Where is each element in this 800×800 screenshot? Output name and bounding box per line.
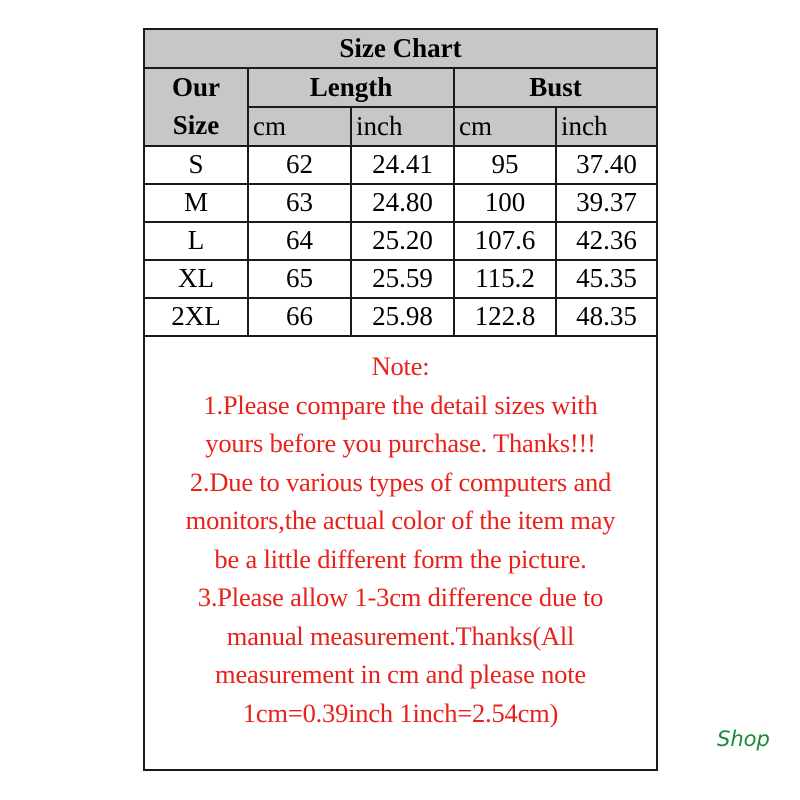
our-size-header	[145, 68, 248, 146]
bust-cm-unit: cm	[454, 107, 556, 146]
bust-cm-cell: 122.8	[454, 298, 556, 336]
length-cm-cell: 62	[248, 146, 351, 184]
table-row	[145, 260, 656, 298]
note-line: 1cm=0.39inch 1inch=2.54cm)	[242, 697, 559, 728]
notes-section	[145, 347, 656, 732]
length-cm-cell: 63	[248, 184, 351, 222]
chart-title: Size Chart	[145, 30, 656, 68]
note-line: monitors,the actual color of the item may	[185, 505, 616, 535]
table-row	[145, 298, 656, 336]
our-size-label-line2: Size	[172, 109, 220, 140]
note-heading: Note:	[371, 351, 430, 381]
length-inch-cell: 24.41	[351, 146, 454, 184]
bust-inch-cell: 39.37	[556, 184, 656, 222]
our-size-label-line1: Our	[171, 72, 220, 102]
bust-cm-cell: 115.2	[454, 260, 556, 298]
bust-cm-cell: 95	[454, 146, 556, 184]
bust-inch-cell: 37.40	[556, 146, 656, 184]
table-row	[145, 222, 656, 260]
note-line: be a little different form the picture.	[214, 543, 587, 574]
note-line: yours before you purchase. Thanks!!!	[205, 428, 596, 458]
size-table	[145, 30, 656, 337]
shop-watermark: Shop	[717, 727, 770, 751]
length-inch-unit: inch	[351, 107, 454, 146]
size-cell: 2XL	[145, 298, 248, 336]
size-cell: L	[145, 222, 248, 260]
length-cm-cell: 64	[248, 222, 351, 260]
size-cell: M	[145, 184, 248, 222]
bust-header: Bust	[454, 68, 656, 107]
length-cm-unit: cm	[248, 107, 351, 146]
bust-inch-cell: 48.35	[556, 298, 656, 336]
note-line: 2.Due to various types of computers and	[189, 466, 612, 497]
length-header: Length	[248, 68, 454, 107]
bust-cm-cell: 107.6	[454, 222, 556, 260]
length-cm-cell: 66	[248, 298, 351, 336]
length-inch-cell: 25.59	[351, 260, 454, 298]
note-line: measurement in cm and please note	[215, 659, 586, 689]
bust-inch-unit: inch	[556, 107, 656, 146]
size-cell: XL	[145, 260, 248, 298]
bust-cm-cell: 100	[454, 184, 556, 222]
table-row	[145, 184, 656, 222]
note-line: 3.Please allow 1-3cm difference due to	[197, 582, 604, 612]
size-cell: S	[145, 146, 248, 184]
length-cm-cell: 65	[248, 260, 351, 298]
table-row	[145, 146, 656, 184]
bust-inch-cell: 42.36	[556, 222, 656, 260]
bust-inch-cell: 45.35	[556, 260, 656, 298]
length-inch-cell: 25.20	[351, 222, 454, 260]
size-chart	[143, 28, 658, 771]
note-line: 1.Please compare the detail sizes with	[203, 389, 598, 420]
length-inch-cell: 25.98	[351, 298, 454, 336]
length-inch-cell: 24.80	[351, 184, 454, 222]
note-line: manual measurement.Thanks(All	[226, 620, 575, 651]
